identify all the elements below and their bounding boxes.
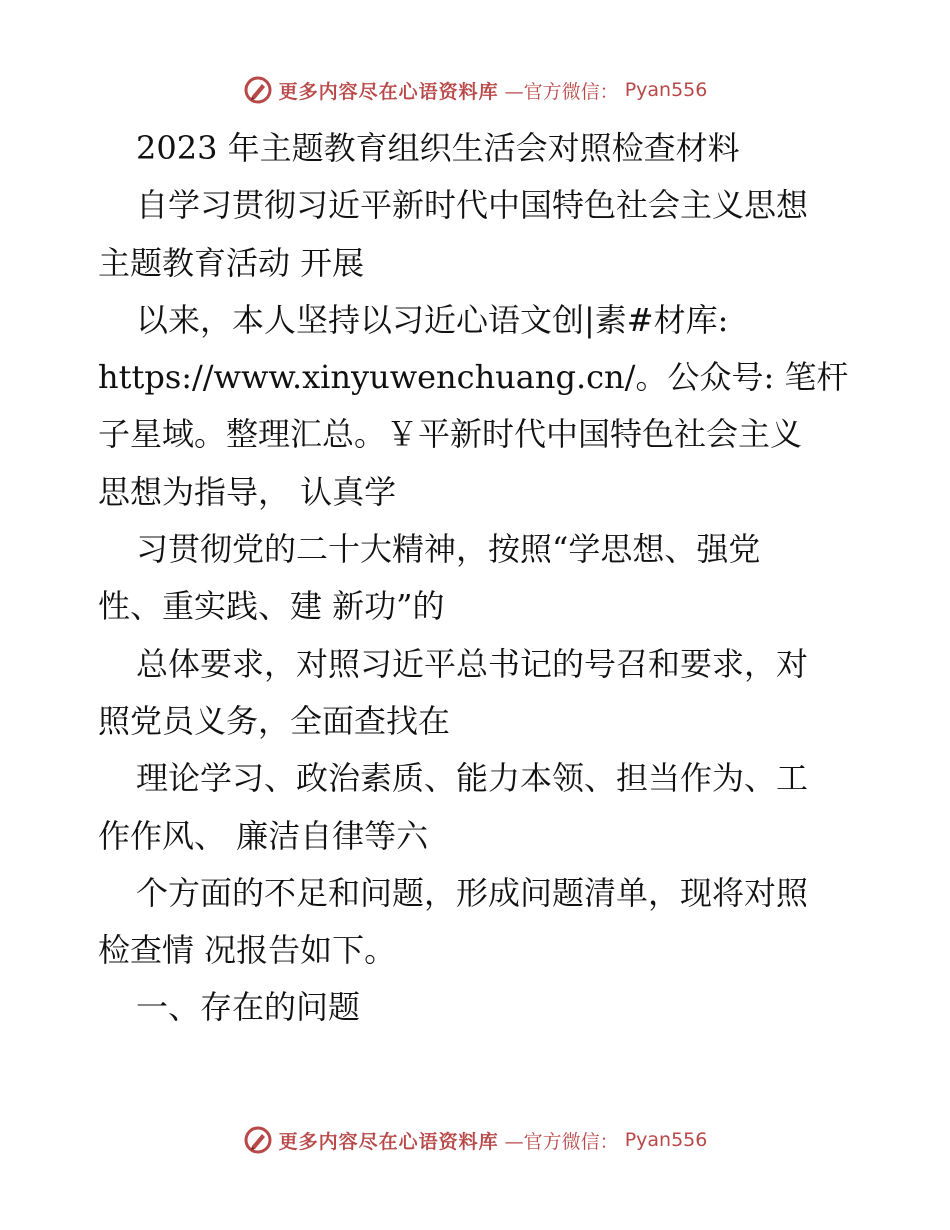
header-banner [0,70,950,110]
paragraph-line: 理论学习、政治素质、能力本领、担当作为、工 [136,759,809,798]
paragraph-line: 总体要求，对照习近平总书记的号召和要求，对 [136,644,809,683]
pen-logo-icon [243,1125,273,1155]
banner-title: 更多内容尽在心语资料库 [278,80,499,103]
banner-account: Pyan556 [624,1129,708,1151]
paragraph-line: 子星域。整理汇总。￥平新时代中国特色社会主义 [98,415,803,454]
banner-separator: —官方微信： [504,1130,619,1153]
paragraph-line: 习贯彻党的二十大精神，按照“学思想、强党 [136,530,761,569]
document-title: 2023 年主题教育组织生活会对照检查材料 [136,129,740,167]
paragraph-line: 作作风、 廉洁自律等六 [98,816,429,855]
footer-banner [0,1120,950,1160]
paragraph-line: 以来，本人坚持以习近心语文创|素#材库: [136,300,729,339]
section-heading: 一、存在的问题 [136,988,361,1027]
paragraph-line: 主题教育活动 开展 [98,243,365,282]
paragraph-line: 个方面的不足和问题，形成问题清单，现将对照 [136,873,809,912]
banner-separator: —官方微信： [504,80,619,103]
paragraph-line: 自学习贯彻习近平新时代中国特色社会主义思想 [136,186,809,225]
paragraph-line: 性、重实践、建 新功”的 [98,587,445,626]
pen-logo-icon [243,75,273,105]
paragraph-line: 检查情 况报告如下。 [98,931,397,970]
paragraph-line: 照党员义务，全面查找在 [98,701,451,740]
banner-account: Pyan556 [624,79,708,101]
banner-title: 更多内容尽在心语资料库 [278,1130,499,1153]
paragraph-line: 思想为指导， 认真学 [98,472,397,511]
document-body [98,120,858,1037]
paragraph-line: https://www.xinyuwenchuang.cn/。公众号: 笔杆 [98,358,849,397]
